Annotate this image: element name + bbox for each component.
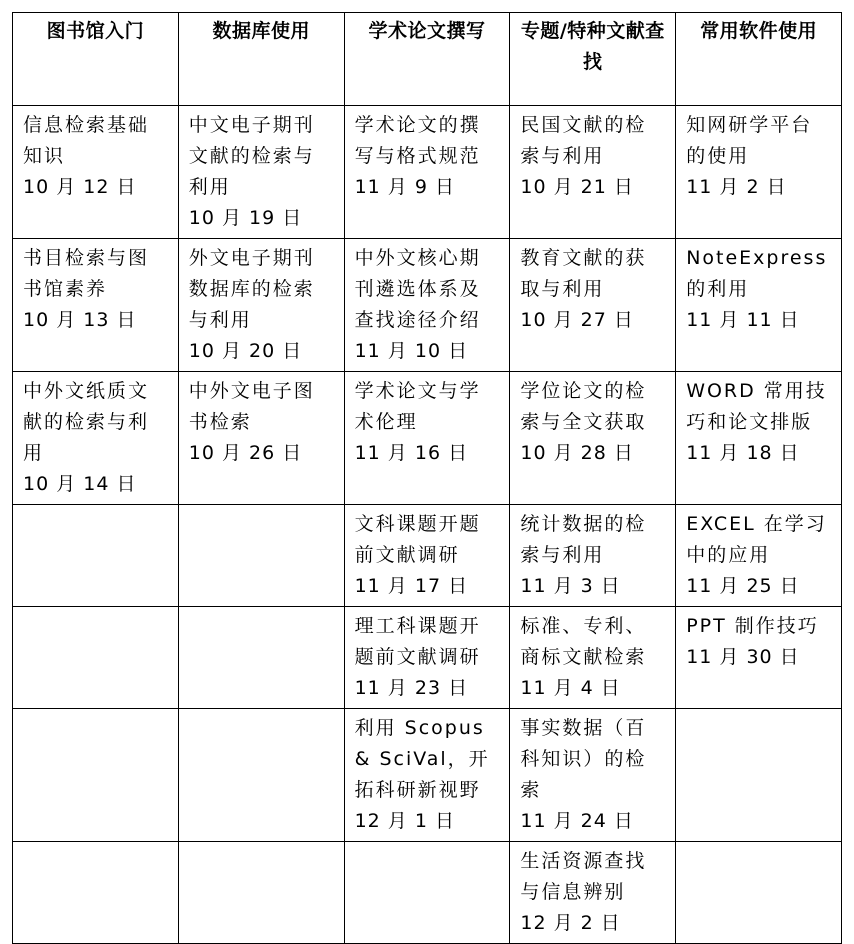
column-header: 图书馆入门 <box>13 13 179 106</box>
course-date: 11 月 9 日 <box>354 176 455 198</box>
course-date: 10 月 20 日 <box>188 340 303 362</box>
table-cell <box>676 372 842 505</box>
course-date: 12 月 1 日 <box>354 810 455 832</box>
table-cell <box>344 842 510 944</box>
table-row <box>13 607 842 709</box>
course-title: 中外文纸质文献的检索与利用 <box>23 380 150 464</box>
table-cell <box>344 505 510 607</box>
course-title: 中外文核心期刊遴选体系及查找途径介绍 <box>354 247 481 331</box>
column-header: 常用软件使用 <box>676 13 842 106</box>
course-date: 10 月 28 日 <box>520 442 634 464</box>
course-title: 文科课题开题前文献调研 <box>354 513 481 566</box>
course-title: PPT 制作技巧 <box>686 615 819 637</box>
course-title: 利用 Scopus & SciVal，开拓科研新视野 <box>354 717 490 801</box>
table-row <box>13 505 842 607</box>
course-title: 事实数据（百科知识）的检索 <box>520 717 647 801</box>
course-title: 生活资源查找与信息辨别 <box>520 850 647 903</box>
table-row <box>13 709 842 842</box>
table-cell <box>344 372 510 505</box>
table-cell <box>344 106 510 239</box>
course-date: 11 月 4 日 <box>520 677 621 699</box>
table-cell <box>510 106 676 239</box>
course-date: 11 月 16 日 <box>354 442 469 464</box>
table-cell <box>178 842 344 944</box>
course-title: 学术论文的撰写与格式规范 <box>354 114 481 167</box>
table-cell <box>13 239 179 372</box>
course-title: 学位论文的检索与全文获取 <box>520 380 647 433</box>
course-title: 书目检索与图书馆素养 <box>23 247 150 300</box>
course-date: 10 月 12 日 <box>23 176 137 198</box>
table-cell <box>344 709 510 842</box>
course-title: EXCEL 在学习中的应用 <box>686 513 827 566</box>
header-row <box>13 13 842 106</box>
course-date: 10 月 13 日 <box>23 309 137 331</box>
table-cell <box>13 106 179 239</box>
table-cell <box>13 372 179 505</box>
table-row <box>13 239 842 372</box>
table-cell <box>13 607 179 709</box>
table-row <box>13 842 842 944</box>
course-date: 10 月 14 日 <box>23 473 137 495</box>
column-header: 学术论文撰写 <box>344 13 510 106</box>
course-date: 11 月 10 日 <box>354 340 469 362</box>
course-date: 10 月 19 日 <box>188 207 303 229</box>
table-cell <box>676 106 842 239</box>
table-cell <box>178 505 344 607</box>
course-date: 11 月 3 日 <box>520 575 621 597</box>
course-title: 中外文电子图书检索 <box>188 380 315 433</box>
table-cell <box>676 239 842 372</box>
table-cell <box>344 607 510 709</box>
course-date: 11 月 30 日 <box>686 646 800 668</box>
course-title: 统计数据的检索与利用 <box>520 513 647 566</box>
course-title: 信息检索基础知识 <box>23 114 150 167</box>
table-cell <box>510 505 676 607</box>
schedule-body <box>13 106 842 944</box>
course-date: 11 月 11 日 <box>686 309 800 331</box>
course-title: 标准、专利、商标文献检索 <box>520 615 647 668</box>
table-cell <box>676 505 842 607</box>
table-cell <box>178 372 344 505</box>
course-title: 中文电子期刊文献的检索与利用 <box>188 114 315 198</box>
course-title: 知网研学平台的使用 <box>686 114 813 167</box>
table-cell <box>676 607 842 709</box>
course-title: WORD 常用技巧和论文排版 <box>686 380 827 433</box>
course-date: 11 月 18 日 <box>686 442 800 464</box>
table-row <box>13 372 842 505</box>
table-cell <box>13 709 179 842</box>
table-row <box>13 106 842 239</box>
column-header: 数据库使用 <box>178 13 344 106</box>
table-cell <box>178 239 344 372</box>
course-date: 11 月 23 日 <box>354 677 469 699</box>
course-date: 10 月 26 日 <box>188 442 303 464</box>
course-title: NoteExpress 的利用 <box>686 247 828 300</box>
course-title: 学术论文与学术伦理 <box>354 380 481 433</box>
course-title: 外文电子期刊数据库的检索与利用 <box>188 247 315 331</box>
table-cell <box>344 239 510 372</box>
course-title: 民国文献的检索与利用 <box>520 114 647 167</box>
table-cell <box>510 372 676 505</box>
table-cell <box>178 709 344 842</box>
table-cell <box>510 709 676 842</box>
column-header: 专题/特种文献查找 <box>510 13 676 106</box>
course-date: 11 月 17 日 <box>354 575 469 597</box>
table-cell <box>13 842 179 944</box>
course-date: 10 月 27 日 <box>520 309 634 331</box>
table-cell <box>510 239 676 372</box>
table-cell <box>178 607 344 709</box>
table-cell <box>510 842 676 944</box>
course-date: 11 月 2 日 <box>686 176 787 198</box>
course-date: 11 月 24 日 <box>520 810 634 832</box>
table-cell <box>178 106 344 239</box>
table-cell <box>676 842 842 944</box>
course-title: 理工科课题开题前文献调研 <box>354 615 481 668</box>
course-date: 10 月 21 日 <box>520 176 634 198</box>
course-schedule-table <box>12 12 842 944</box>
course-date: 11 月 25 日 <box>686 575 800 597</box>
table-cell <box>676 709 842 842</box>
course-date: 12 月 2 日 <box>520 912 621 934</box>
course-title: 教育文献的获取与利用 <box>520 247 647 300</box>
table-cell <box>13 505 179 607</box>
table-cell <box>510 607 676 709</box>
